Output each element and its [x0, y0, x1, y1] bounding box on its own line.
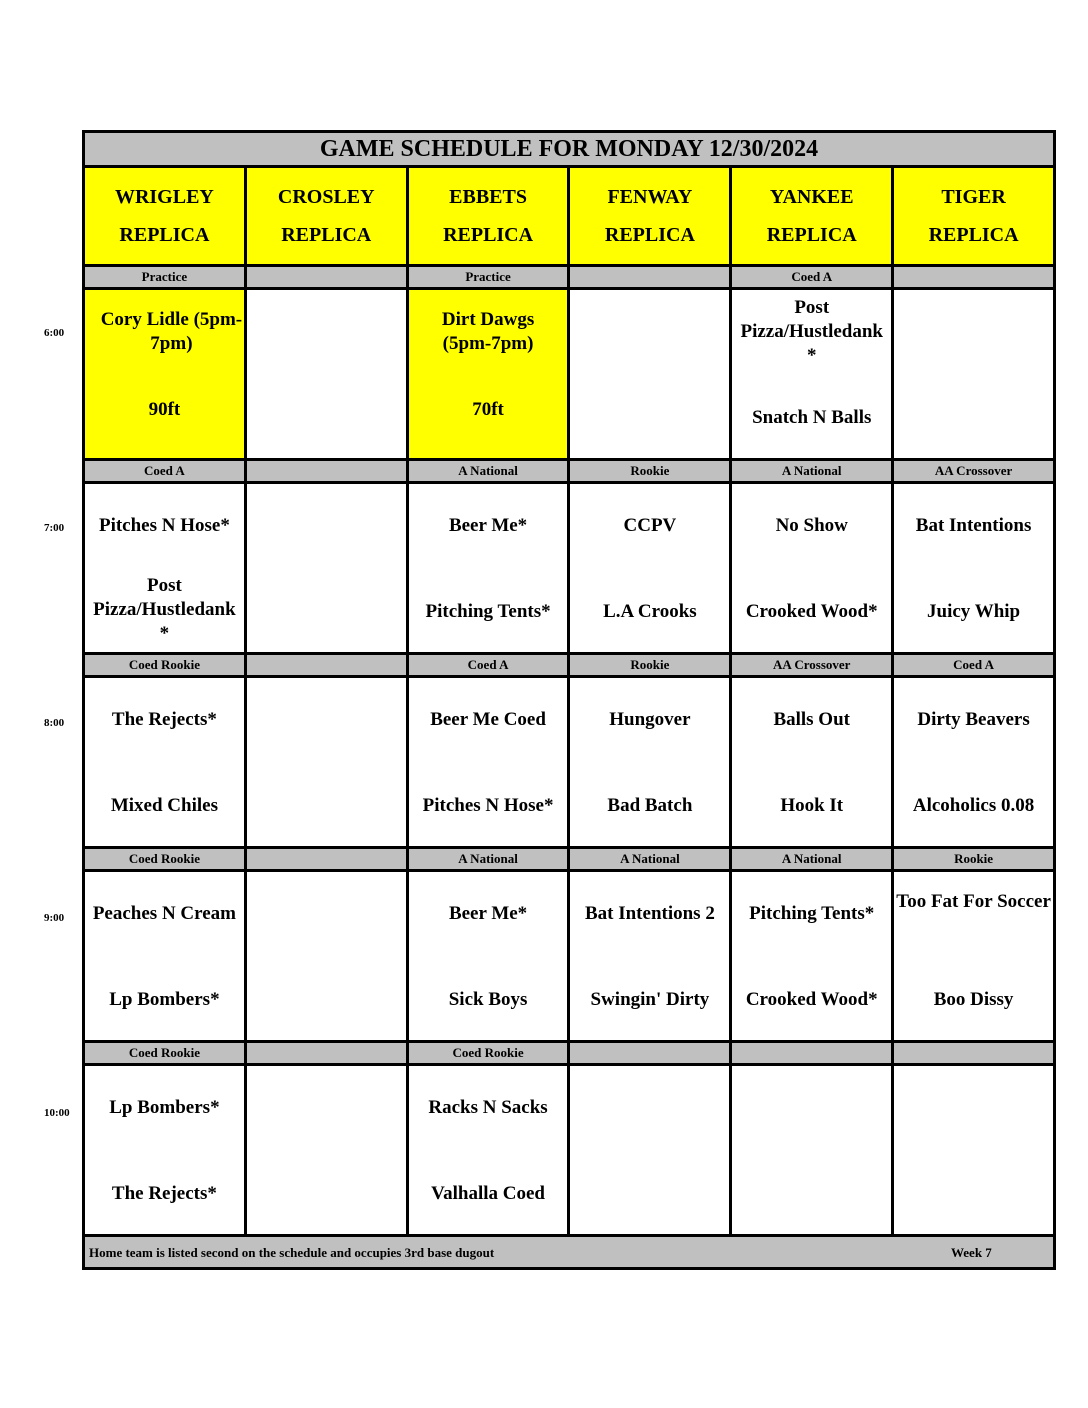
away-team: Pitching Tents*: [749, 903, 875, 924]
game-cell: [569, 677, 731, 848]
away-team: Pitches N Hose*: [98, 515, 230, 536]
game-cell: [893, 289, 1055, 460]
game-cell: [569, 483, 731, 654]
away-team: Post Pizza/Hustledank *: [740, 297, 883, 366]
field-type: REPLICA: [604, 224, 695, 246]
division-label: A National: [731, 460, 893, 483]
game-row: [84, 1065, 1055, 1236]
game-cell: [407, 677, 569, 848]
game-cell: [569, 1065, 731, 1236]
game-row: [84, 871, 1055, 1042]
game-cell: [731, 289, 893, 460]
division-label: Coed A: [731, 266, 893, 289]
division-label: [569, 266, 731, 289]
division-label: Coed Rookie: [407, 1042, 569, 1065]
time-label-9: 9:00: [44, 912, 65, 924]
division-label: A National: [407, 848, 569, 871]
home-team: Sick Boys: [448, 989, 528, 1010]
division-label: Rookie: [569, 654, 731, 677]
field-fenway: [569, 167, 731, 266]
field-yankee: [731, 167, 893, 266]
field-name: FENWAY: [607, 186, 693, 208]
field-type: REPLICA: [443, 224, 534, 246]
division-label: [731, 1042, 893, 1065]
schedule-footer: [84, 1236, 1055, 1269]
home-team: Alcoholics 0.08: [912, 795, 1035, 816]
game-cell: [893, 1065, 1055, 1236]
game-row: [84, 677, 1055, 848]
division-label: A National: [407, 460, 569, 483]
away-team: Peaches N Cream: [92, 903, 236, 924]
division-label: [245, 848, 407, 871]
away-team: No Show: [775, 515, 848, 536]
field-name: CROSLEY: [277, 186, 375, 208]
time-label-10: 10:00: [44, 1107, 70, 1119]
field-wrigley: [84, 167, 246, 266]
game-cell: [569, 289, 731, 460]
division-label: [245, 1042, 407, 1065]
game-cell: [245, 289, 407, 460]
field-name: TIGER: [941, 186, 1006, 208]
division-row: [84, 460, 1055, 483]
away-team: Beer Me Coed: [430, 709, 546, 730]
game-cell: [245, 677, 407, 848]
away-team: Beer Me*: [448, 903, 528, 924]
home-team: Mixed Chiles: [110, 795, 218, 816]
schedule-title: GAME SCHEDULE FOR MONDAY 12/30/2024: [84, 132, 1055, 167]
home-team: Post Pizza/Hustledank *: [93, 575, 236, 644]
division-label: Rookie: [569, 460, 731, 483]
division-label: Coed Rookie: [84, 848, 246, 871]
field-name: YANKEE: [769, 186, 854, 208]
field-name: EBBETS: [449, 186, 527, 208]
division-label: A National: [569, 848, 731, 871]
field-tiger: [893, 167, 1055, 266]
game-cell: [731, 1065, 893, 1236]
home-team: 70ft: [472, 399, 504, 420]
division-label: AA Crossover: [893, 460, 1055, 483]
division-label: Coed A: [407, 654, 569, 677]
game-cell: [245, 483, 407, 654]
game-cell: [731, 483, 893, 654]
division-label: Practice: [407, 266, 569, 289]
division-label: [893, 266, 1055, 289]
away-team: Balls Out: [773, 709, 850, 730]
time-label-8: 8:00: [44, 717, 65, 729]
game-cell: [84, 289, 246, 460]
away-team: Cory Lidle (5pm-7pm): [100, 309, 243, 354]
home-team: Snatch N Balls: [752, 407, 872, 428]
game-row: [84, 483, 1055, 654]
away-team: Too Fat For Soccer: [896, 891, 1051, 912]
game-cell: [84, 483, 246, 654]
away-team: Beer Me*: [448, 515, 528, 536]
field-header-row: [84, 167, 1055, 266]
home-team: Juicy Whip: [927, 601, 1021, 622]
home-team: The Rejects*: [111, 1183, 217, 1204]
game-row: [84, 289, 1055, 460]
home-team-note: Home team is listed second on the schedule and occupies 3rd base dugout: [89, 1245, 495, 1260]
division-label: Coed A: [84, 460, 246, 483]
division-row: [84, 266, 1055, 289]
field-name: WRIGLEY: [114, 186, 214, 208]
division-label: AA Crossover: [731, 654, 893, 677]
field-ebbets: [407, 167, 569, 266]
division-label: Coed Rookie: [84, 1042, 246, 1065]
game-cell: [84, 677, 246, 848]
home-team: 90ft: [148, 399, 181, 420]
home-team: Lp Bombers*: [109, 989, 220, 1010]
game-cell: [407, 289, 569, 460]
away-team: CCPV: [623, 515, 677, 536]
home-team: Hook It: [780, 795, 844, 816]
field-crosley: [245, 167, 407, 266]
game-cell: [893, 871, 1055, 1042]
division-label: Practice: [84, 266, 246, 289]
away-team: Bat Intentions: [915, 515, 1032, 536]
home-team: Valhalla Coed: [431, 1183, 545, 1204]
away-team: Dirty Beavers: [917, 709, 1030, 730]
away-team: Racks N Sacks: [428, 1097, 548, 1118]
game-cell: [731, 677, 893, 848]
game-cell: [84, 871, 246, 1042]
field-type: REPLICA: [281, 224, 372, 246]
home-team: Pitching Tents*: [425, 601, 551, 622]
division-row: [84, 654, 1055, 677]
game-cell: [893, 483, 1055, 654]
division-label: Coed A: [893, 654, 1055, 677]
game-cell: [407, 871, 569, 1042]
division-label: [893, 1042, 1055, 1065]
time-label-6: 6:00: [44, 327, 65, 339]
field-type: REPLICA: [119, 224, 210, 246]
game-cell: [407, 1065, 569, 1236]
home-team: Bad Batch: [607, 795, 693, 816]
home-team: Pitches N Hose*: [422, 795, 554, 816]
game-cell: [245, 871, 407, 1042]
game-cell: [731, 871, 893, 1042]
division-label: Rookie: [893, 848, 1055, 871]
schedule-table: [82, 130, 1056, 1270]
field-type: REPLICA: [928, 224, 1019, 246]
game-cell: [569, 871, 731, 1042]
home-team: Crooked Wood*: [745, 601, 878, 622]
away-team: Hungover: [609, 709, 691, 730]
division-label: A National: [731, 848, 893, 871]
game-cell: [893, 677, 1055, 848]
away-team: The Rejects*: [111, 709, 217, 730]
division-row: [84, 1042, 1055, 1065]
away-team: Dirt Dawgs (5pm-7pm): [441, 309, 535, 354]
division-label: Coed Rookie: [84, 654, 246, 677]
away-team: Lp Bombers*: [109, 1097, 220, 1118]
game-cell: [245, 1065, 407, 1236]
home-team: Boo Dissy: [933, 989, 1014, 1010]
home-team: Swingin' Dirty: [590, 989, 710, 1010]
division-row: [84, 848, 1055, 871]
week-label: Week 7: [951, 1245, 992, 1260]
game-cell: [84, 1065, 246, 1236]
away-team: Bat Intentions 2: [584, 903, 715, 924]
division-label: [245, 460, 407, 483]
field-type: REPLICA: [766, 224, 857, 246]
home-team: Crooked Wood*: [745, 989, 878, 1010]
time-label-7: 7:00: [44, 522, 65, 534]
home-team: L.A Crooks: [603, 601, 697, 622]
division-label: [245, 266, 407, 289]
division-label: [245, 654, 407, 677]
game-cell: [407, 483, 569, 654]
division-label: [569, 1042, 731, 1065]
